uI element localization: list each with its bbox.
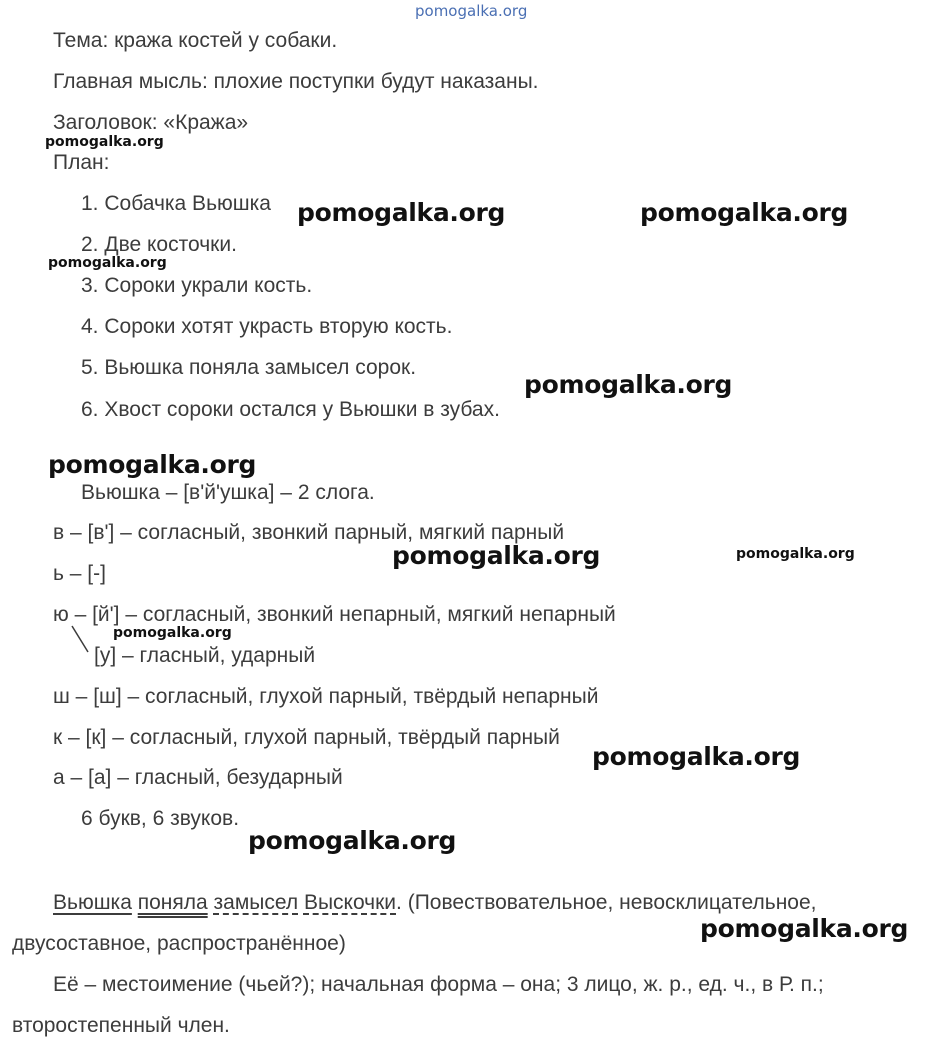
- letter-line: [у] – гласный, ударный: [94, 644, 316, 667]
- watermark: pomogalka.org: [524, 370, 733, 399]
- pronoun-line-2: второстепенный член.: [12, 1014, 230, 1037]
- watermark: pomogalka.org: [48, 255, 167, 271]
- plan-item: 1. Собачка Вьюшка: [81, 192, 271, 215]
- watermark: pomogalka.org: [736, 546, 855, 562]
- watermark: pomogalka.org: [592, 742, 801, 771]
- watermark: pomogalka.org: [113, 625, 232, 641]
- watermark: pomogalka.org: [45, 134, 164, 150]
- top-watermark: pomogalka.org: [415, 2, 528, 20]
- watermark: pomogalka.org: [392, 541, 601, 570]
- letter-line: ь – [-]: [53, 562, 106, 585]
- letter-line: к – [к] – согласный, глухой парный, твёрдый парный: [53, 726, 560, 749]
- watermark: pomogalka.org: [640, 198, 849, 227]
- plan-label: План:: [53, 151, 110, 174]
- watermark: pomogalka.org: [48, 450, 257, 479]
- pronoun-line: Её – местоимение (чьей?); начальная форма – она; 3 лицо, ж. р., ед. ч., в Р. п.;: [53, 973, 824, 996]
- attribute-word: Выскочки: [303, 891, 397, 914]
- plan-item: 6. Хвост сороки остался у Вьюшки в зубах.: [81, 398, 500, 421]
- object-word: замысел: [213, 891, 299, 914]
- phonetic-word-line: Вьюшка – [в'й'ушка] – 2 слога.: [81, 481, 375, 504]
- sentence-line-2: двусоставное, распространённое): [12, 932, 346, 955]
- letter-line: ю – [й'] – согласный, звонкий непарный, мягкий непарный: [53, 603, 616, 626]
- letter-line: в – [в'] – согласный, звонкий парный, мягкий парный: [53, 521, 565, 544]
- theme-line: Тема: кража костей у собаки.: [53, 29, 338, 52]
- watermark: pomogalka.org: [700, 914, 909, 943]
- subject-word: Вьюшка: [53, 891, 132, 914]
- sentence-line: [53, 890, 817, 916]
- watermark: pomogalka.org: [297, 198, 506, 227]
- letters-sounds-total: 6 букв, 6 звуков.: [81, 807, 240, 830]
- heading-line: Заголовок: «Кража»: [53, 111, 249, 134]
- letter-line: а – [а] – гласный, безударный: [53, 766, 343, 789]
- letter-line: ш – [ш] – согласный, глухой парный, твёрдый непарный: [53, 685, 599, 708]
- watermark: pomogalka.org: [248, 826, 457, 855]
- sentence-characteristics: . (Повествовательное, невосклицательное,: [396, 891, 817, 914]
- main-idea-line: Главная мысль: плохие поступки будут наказаны.: [53, 70, 539, 93]
- plan-item: 4. Сороки хотят украсть вторую кость.: [81, 315, 453, 338]
- predicate-word: поняла: [137, 891, 208, 914]
- plan-item: 2. Две косточки.: [81, 233, 237, 256]
- plan-item: 5. Вьюшка поняла замысел сорок.: [81, 356, 417, 379]
- plan-item: 3. Сороки украли кость.: [81, 274, 313, 297]
